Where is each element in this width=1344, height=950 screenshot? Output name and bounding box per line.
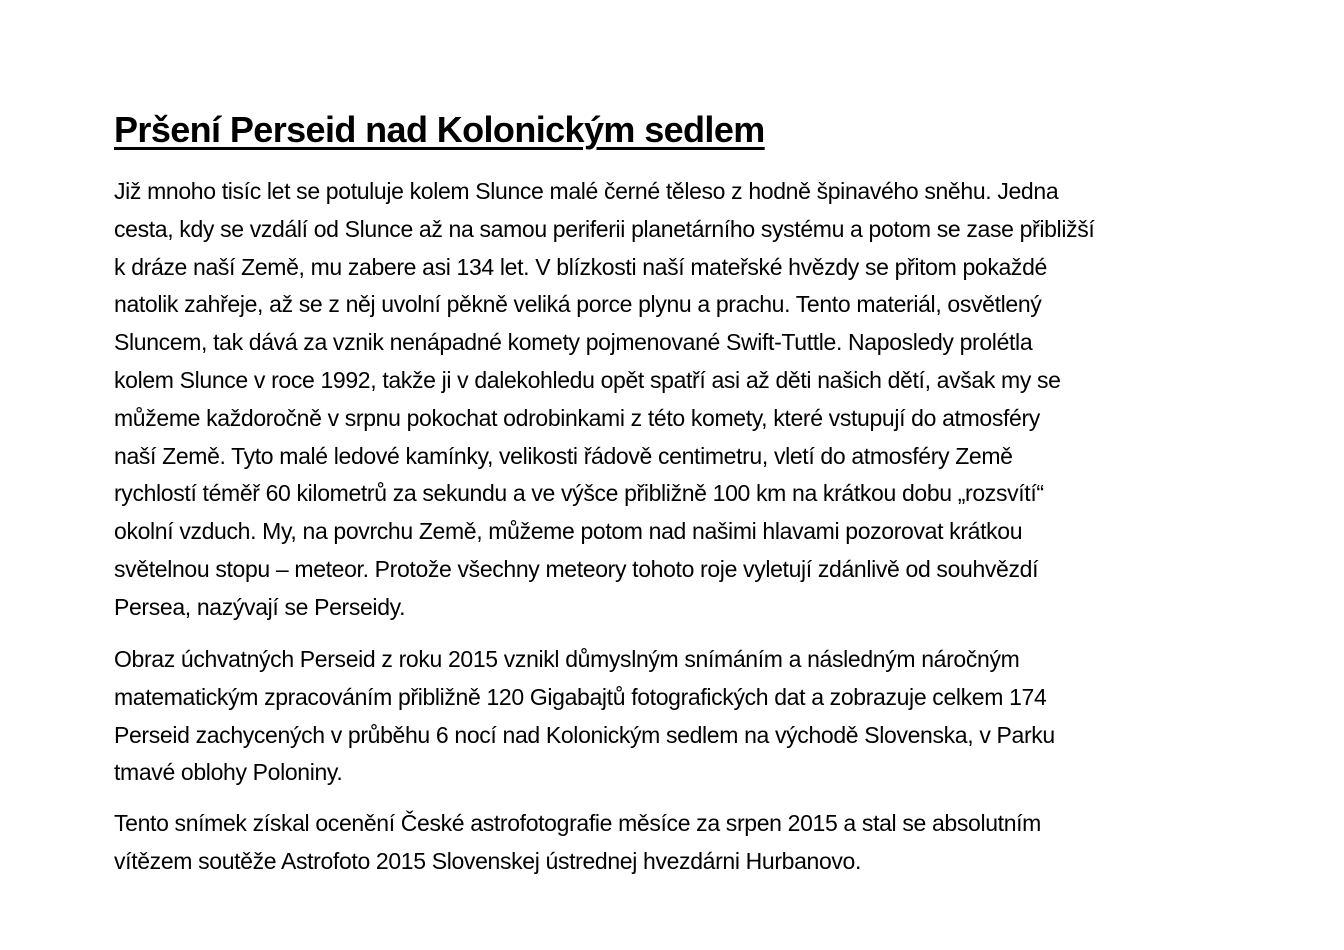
text-line: tmavé oblohy Poloniny. <box>114 759 343 786</box>
text-line: Persea, nazývají se Perseidy. <box>114 593 406 620</box>
text-line: Perseid zachycených v průběhu 6 nocí nad Kolonickým sedlem na východě Slovenska, v Parku <box>114 721 1055 748</box>
text-line: rychlostí téměř 60 kilometrů za sekundu a ve výšce přibližně 100 km na krátkou dobu „rozsvítí“ <box>114 480 1044 507</box>
text-line: k dráze naší Země, mu zabere asi 134 let. V blízkosti naší mateřské hvězdy se přitom pokaždé <box>114 253 1047 280</box>
text-line: okolní vzduch. My, na povrchu Země, můžeme potom nad našimi hlavami pozorovat krátkou <box>114 518 1023 545</box>
text-line: světelnou stopu – meteor. Protože všechny meteory tohoto roje vyletují zdánlivě od souhvězdí <box>114 555 1039 582</box>
paragraph-award <box>114 805 1041 881</box>
paragraph-comet-description <box>114 173 1094 627</box>
text-line: kolem Slunce v roce 1992, takže ji v dalekohledu opět spatří asi až děti našich dětí, avšak my se <box>114 366 1061 393</box>
text-line: naší Země. Tyto malé ledové kamínky, velikosti řádově centimetru, vletí do atmosféry Země <box>114 442 1013 469</box>
text-line: můžeme každoročně v srpnu pokochat odrobinkami z této komety, které vstupují do atmosféry <box>114 404 1040 431</box>
text-line: Sluncem, tak dává za vznik nenápadné komety pojmenované Swift-Tuttle. Naposledy prolétla <box>114 329 1033 356</box>
text-line: natolik zahřeje, až se z něj uvolní pěkně veliká porce plynu a prachu. Tento materiál, osvětlený <box>114 291 1042 318</box>
text-line: vítězem soutěže Astrofoto 2015 Slovenskej ústrednej hvezdárni Hurbanovo. <box>114 847 862 874</box>
paragraph-image-description <box>114 641 1055 792</box>
text-line: matematickým zpracováním přibližně 120 Gigabajtů fotografických dat a zobrazuje celkem 174 <box>114 683 1047 710</box>
text-line: Již mnoho tisíc let se potuluje kolem Slunce malé černé těleso z hodně špinavého sněhu. Jedna <box>114 178 1059 204</box>
document-title: Pršení Perseid nad Kolonickým sedlem <box>114 109 765 150</box>
text-line: Obraz úchvatných Perseid z roku 2015 vznikl důmyslným snímáním a následným náročným <box>114 646 1020 672</box>
text-line: cesta, kdy se vzdálí od Slunce až na samou periferii planetárního systému a potom se zase přibližší <box>114 215 1095 242</box>
text-line: Tento snímek získal ocenění České astrofotografie měsíce za srpen 2015 a stal se absolutním <box>114 810 1041 836</box>
